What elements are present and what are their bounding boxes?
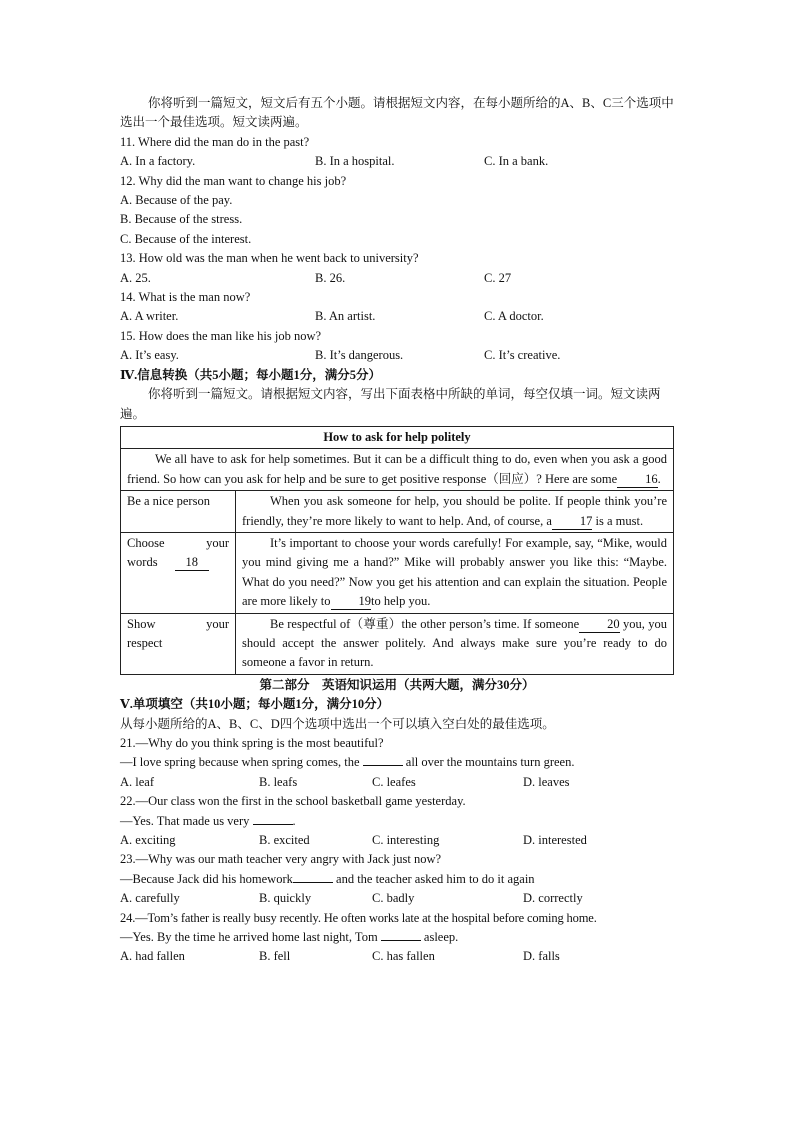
option-a: A. In a factory.: [120, 154, 196, 169]
option-d: D. falls: [523, 949, 560, 964]
option-b: B. Because of the stress.: [120, 212, 243, 227]
row1-end: is a must.: [595, 513, 644, 528]
answer-blank[interactable]: [293, 882, 333, 883]
answer-blank[interactable]: [381, 940, 421, 941]
exam-page: [120, 94, 674, 967]
answer-blank[interactable]: [253, 824, 293, 825]
table-intro-cell: [121, 449, 674, 491]
question-13: [120, 249, 674, 288]
question-line-1: 24.—Tom’s father is really busy recently. He often works late at the hospital before coming home.: [120, 910, 597, 925]
option-a: A. had fallen: [120, 949, 185, 964]
blank-19[interactable]: 19: [331, 594, 372, 610]
question-stem: 13. How old was the man when he went back to university?: [120, 251, 419, 266]
row3-label-b: respect: [127, 635, 163, 650]
option-c: C. interesting: [372, 833, 440, 848]
option-b: B. In a hospital.: [315, 154, 395, 169]
question-22: [120, 792, 674, 850]
question-text-after: .: [292, 813, 296, 828]
question-stem: 12. Why did the man want to change his job?: [120, 173, 347, 188]
question-12: [120, 172, 674, 250]
row2-label-a: Choose your: [127, 535, 229, 550]
question-line-1: 22.—Our class won the first in the school basketball game yesterday.: [120, 794, 466, 809]
option-c: C. In a bank.: [484, 154, 549, 169]
row-content: [236, 532, 674, 613]
info-table: [120, 426, 674, 675]
table-title-cell: [121, 426, 674, 448]
question-line-1: 23.—Why was our math teacher very angry with Jack just now?: [120, 852, 442, 867]
question-text-after: and the teacher asked him to do it again: [336, 871, 535, 886]
options-row: [120, 307, 674, 326]
blank-18[interactable]: 18: [175, 555, 209, 571]
options-row: [120, 831, 674, 850]
option-a: A. Because of the pay.: [120, 193, 233, 208]
answer-blank[interactable]: [363, 765, 403, 766]
row1-text: When you ask someone for help, you should be polite. If people think you’re friendly, they’re more likely to want to help. And, of course, a: [242, 494, 667, 528]
question-line-2: [120, 928, 674, 947]
question-line-1: 21.—Why do you think spring is the most beautiful?: [120, 736, 384, 750]
section5-instructions: 从每小题所给的A、B、C、D四个选项中选出一个可以填入空白处的最佳选项。: [120, 716, 555, 731]
table-intro-end: .: [657, 471, 661, 486]
option-a: A. A writer.: [120, 309, 179, 324]
row-content: [236, 491, 674, 533]
option-c: C. Because of the interest.: [120, 231, 252, 246]
option-a: A. leaf: [120, 774, 155, 789]
options-row: [120, 152, 674, 171]
table-row: [121, 532, 674, 613]
question-24: [120, 909, 674, 967]
blank-17[interactable]: 17: [552, 514, 593, 530]
option-b: B. leafs: [259, 774, 298, 789]
row2-text: It’s important to choose your words carefully! For example, say, “Mike, would you mind giving me a hand?” Mike will probably answer you like this: “Maybe. What do you need?” Now you get his attention and can explain the situation. People are more likely to: [242, 535, 667, 609]
option-c: C. 27: [484, 270, 512, 285]
question-text-before: —Yes. That made us very: [120, 813, 250, 828]
question-14: [120, 288, 674, 327]
option-c: C. leafes: [372, 774, 416, 789]
question-line-2: [120, 870, 674, 889]
row-label: [121, 532, 236, 613]
row-label: [121, 491, 236, 533]
option-b: B. fell: [259, 949, 291, 964]
table-row: [121, 491, 674, 533]
option-a: A. carefully: [120, 891, 180, 906]
row2-label-line: [127, 553, 229, 572]
option-b: B. quickly: [259, 891, 312, 906]
question-text-after: asleep.: [423, 930, 459, 945]
option-c: C. badly: [372, 891, 415, 906]
row3-end: you, you should accept the answer politely. And always make sure you’re ready to do someone a favor in return.: [242, 616, 668, 670]
section4-title: Ⅳ.信息转换（共5小题；每小题1分，满分5分）: [120, 367, 382, 382]
question-23: [120, 850, 674, 908]
row2-end: to help you.: [371, 594, 431, 609]
question-text-before: —I love spring because when spring comes, the: [120, 755, 360, 770]
option-b: B. 26.: [315, 270, 346, 285]
question-11: [120, 133, 674, 172]
section3-instructions: 你将听到一篇短文，短文后有五个小题。请根据短文内容，在每小题所给的A、B、C三个选项中选出一个最佳选项。短文读两遍。: [120, 96, 674, 130]
option-c: C. It’s creative.: [484, 348, 561, 363]
question-text-before: —Yes. By the time he arrived home last night, Tom: [120, 930, 378, 945]
question-text-after: all over the mountains turn green.: [405, 755, 575, 770]
options-row: [120, 947, 674, 966]
question-stem: 14. What is the man now?: [120, 290, 251, 305]
option-a: A. It’s easy.: [120, 348, 179, 363]
table-row: [121, 613, 674, 674]
row3-text: Be respectful of（尊重）the other person’s time. If someone: [270, 616, 580, 631]
row-label: [121, 613, 236, 674]
row-content: [236, 613, 674, 674]
blank-16[interactable]: 16: [617, 472, 658, 488]
section4-instructions: 你将听到一篇短文。请根据短文内容，写出下面表格中所缺的单词，每空仅填一词。短文读两遍。: [120, 387, 661, 421]
blank-20[interactable]: 20: [579, 617, 620, 633]
part2-title: 第二部分 英语知识运用（共两大题，满分30分）: [259, 677, 535, 692]
options-row: [120, 269, 674, 288]
row3-label-a: Show your: [127, 616, 229, 631]
table-intro-text: We all have to ask for help sometimes. But it can be a difficult thing to do, even when you ask a good friend. So how can you ask for help and be sure to get positive response（回应）? Here are some: [127, 452, 667, 486]
option-b: B. excited: [259, 833, 310, 848]
question-line-2: [120, 812, 674, 831]
option-a: A. exciting: [120, 833, 176, 848]
option-b: B. It’s dangerous.: [315, 348, 404, 363]
row2-label-b: words: [127, 555, 158, 570]
option-d: D. leaves: [523, 774, 570, 789]
option-d: D. correctly: [523, 891, 583, 906]
question-21: [120, 734, 674, 792]
question-text-before: —Because Jack did his homework: [120, 871, 293, 886]
table-title: How to ask for help politely: [323, 429, 471, 444]
question-line-2: [120, 753, 674, 772]
option-a: A. 25.: [120, 270, 151, 285]
option-c: C. has fallen: [372, 949, 435, 964]
section5-title: Ⅴ.单项填空（共10小题；每小题1分，满分10分）: [120, 697, 390, 712]
option-d: D. interested: [523, 833, 587, 848]
option-c: C. A doctor.: [484, 309, 544, 324]
question-stem: 11. Where did the man do in the past?: [120, 134, 310, 149]
options-row: [120, 346, 674, 365]
question-stem: 15. How does the man like his job now?: [120, 328, 322, 343]
option-b: B. An artist.: [315, 309, 376, 324]
question-15: [120, 327, 674, 366]
options-row: [120, 889, 674, 908]
row1-label: Be a nice person: [127, 494, 210, 509]
options-row: [120, 773, 674, 792]
